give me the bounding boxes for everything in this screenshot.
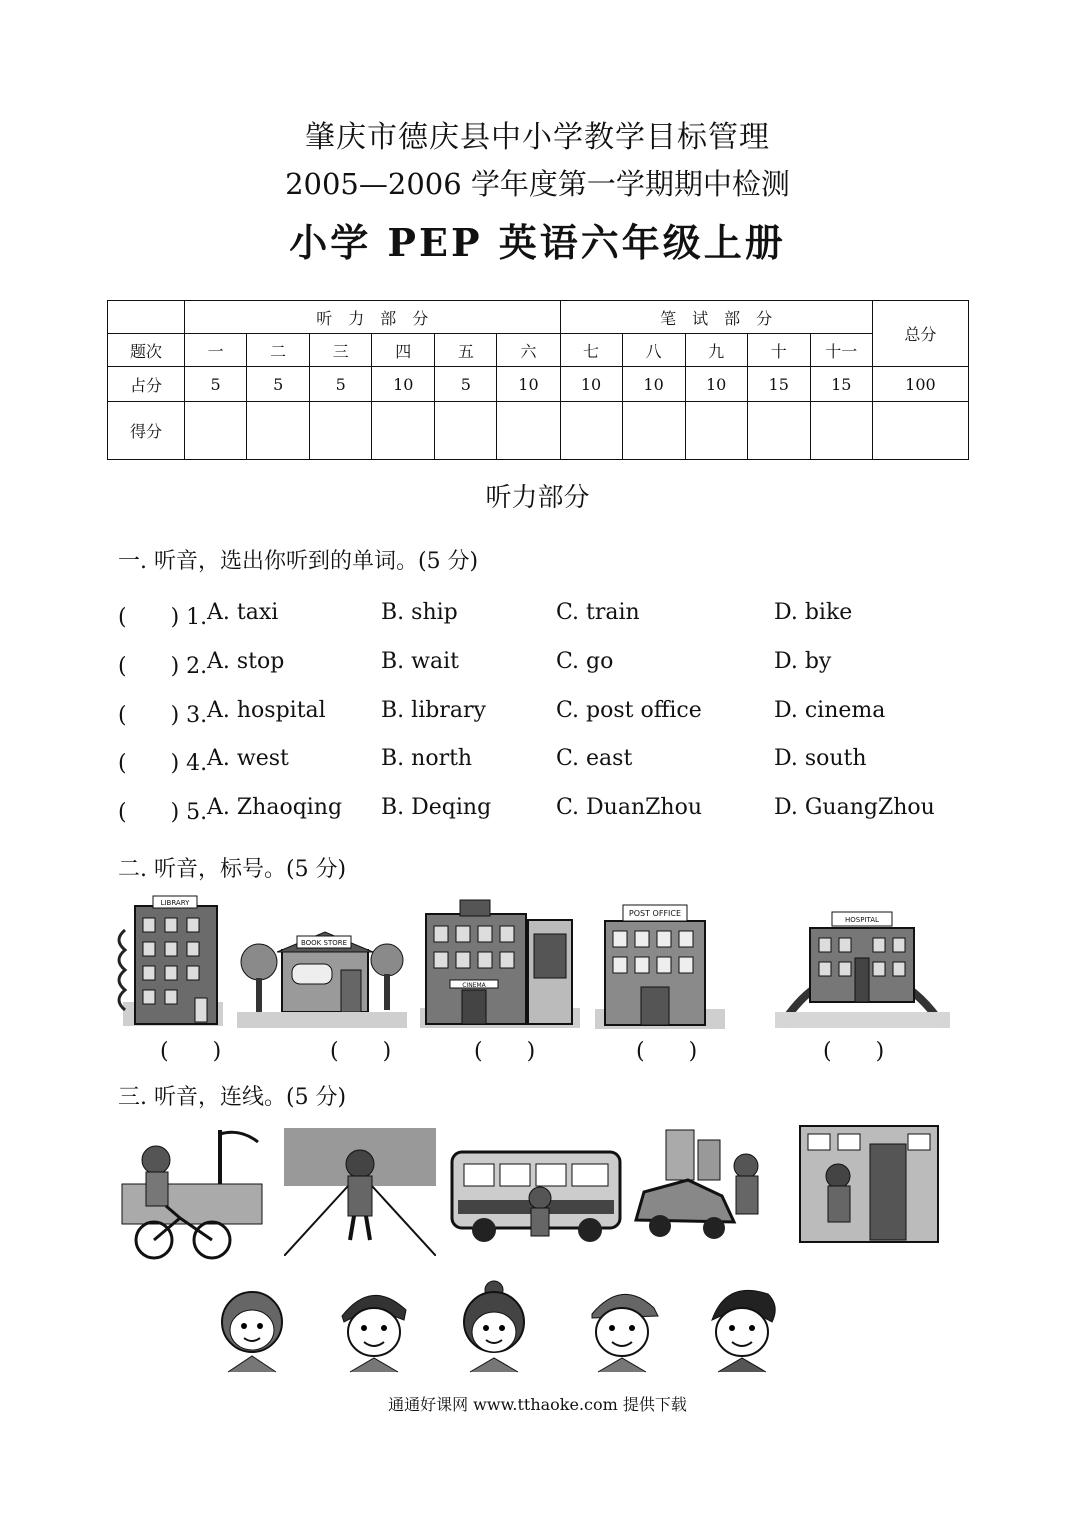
car-scene-icon [630,1126,778,1252]
question-number: 七 [560,334,622,367]
cinema-sign: CINEMA [462,982,486,989]
walk-scene-icon [284,1128,436,1256]
score-blank[interactable] [435,401,497,459]
points-cell: 5 [185,367,247,401]
option-c: C. train [556,600,640,625]
item-number[interactable]: ( ) 5. [118,800,208,825]
score-blank[interactable] [685,401,747,459]
writing-header: 笔 试 部 分 [560,301,872,334]
score-blank[interactable] [497,401,560,459]
option-c: C. DuanZhou [556,795,702,820]
q1-title: 一. 听音，选出你听到的单词。(5 分) [118,549,479,574]
boy-cap-face-icon [578,1278,666,1374]
bike-scene-icon [108,1124,268,1262]
label-blank[interactable]: ( ) [474,1039,536,1064]
train-scene-icon [798,1124,940,1244]
library-building-icon [115,890,230,1030]
row-label-question: 题次 [108,334,185,367]
building-pictures [115,890,955,1032]
transport-pictures [108,1124,940,1264]
option-b: B. ship [381,600,458,625]
girl-face-icon [208,1276,296,1374]
points-cell: 15 [747,367,810,401]
option-b: B. Deqing [381,795,492,820]
question-number: 八 [622,334,685,367]
section-title: 听力部分 [485,483,590,513]
question-number: 四 [372,334,435,367]
title-line-1: 肇庆市德庆县中小学教学目标管理 [305,120,770,155]
boy-face-icon [328,1276,418,1374]
question-number: 十一 [810,334,872,367]
points-cell: 10 [560,367,622,401]
score-blank[interactable] [247,401,310,459]
points-cell: 10 [685,367,747,401]
label-blank[interactable]: ( ) [636,1039,698,1064]
library-sign: LIBRARY [160,899,190,907]
points-cell: 10 [497,367,560,401]
option-a: A. Zhaoqing [207,795,343,820]
bookstore-sign: BOOK STORE [300,939,348,947]
title-line-3: 小学 PEP 英语六年级上册 [289,220,786,265]
score-blank[interactable] [622,401,685,459]
score-blank[interactable] [560,401,622,459]
score-blank[interactable] [372,401,435,459]
row-label-score: 得分 [108,401,185,459]
option-d: D. cinema [774,698,886,723]
question-number: 五 [435,334,497,367]
row-label-points: 占分 [108,367,185,401]
points-cell: 10 [372,367,435,401]
option-d: D. south [774,746,867,771]
girl-face-icon [448,1276,538,1374]
title-line-2: 2005—2006 学年度第一学期期中检测 [285,167,790,201]
option-a: A. stop [207,649,285,674]
label-blank[interactable]: ( ) [160,1039,222,1064]
option-c: C. east [556,746,633,771]
option-b: B. wait [381,649,459,674]
option-a: A. hospital [207,698,326,723]
score-blank[interactable] [747,401,810,459]
option-d: D. by [774,649,832,674]
question-number: 九 [685,334,747,367]
score-blank[interactable] [810,401,872,459]
option-b: B. north [381,746,473,771]
option-a: A. taxi [207,600,279,625]
option-c: C. post office [556,698,702,723]
label-blank[interactable]: ( ) [330,1039,392,1064]
score-blank[interactable] [310,401,372,459]
option-b: B. library [381,698,486,723]
hospital-building-icon [775,902,950,1030]
bus-scene-icon [448,1142,626,1252]
item-number[interactable]: ( ) 4. [118,751,208,776]
cinema-building-icon [420,890,580,1030]
total-header: 总分 [872,301,968,367]
table-corner [108,301,185,334]
points-cell: 15 [810,367,872,401]
option-c: C. go [556,649,614,674]
question-number: 一 [185,334,247,367]
post-office-sign: POST OFFICE [628,909,682,918]
listening-header: 听 力 部 分 [185,301,560,334]
question-number: 三 [310,334,372,367]
total-points-cell: 100 [872,367,968,401]
post-office-building-icon [595,895,725,1030]
score-table [107,300,969,460]
points-cell: 5 [435,367,497,401]
points-cell: 10 [622,367,685,401]
q3-title: 三. 听音，连线。(5 分) [118,1085,347,1110]
hospital-sign: HOSPITAL [845,916,879,924]
question-number: 十 [747,334,810,367]
label-blank[interactable]: ( ) [823,1039,885,1064]
points-cell: 5 [247,367,310,401]
faces-row [208,1276,788,1376]
item-number[interactable]: ( ) 2. [118,654,208,679]
option-d: D. bike [774,600,853,625]
score-blank[interactable] [185,401,247,459]
bookstore-building-icon [237,920,407,1030]
question-number: 二 [247,334,310,367]
item-number[interactable]: ( ) 1. [118,605,208,630]
score-blank[interactable] [872,401,968,459]
q2-title: 二. 听音，标号。(5 分) [118,857,347,882]
option-d: D. GuangZhou [774,795,935,820]
option-a: A. west [207,746,289,771]
points-cell: 5 [310,367,372,401]
item-number[interactable]: ( ) 3. [118,703,208,728]
footer-text: 通通好课网 www.tthaoke.com 提供下载 [388,1395,687,1414]
boy-face-icon [696,1276,786,1374]
question-number: 六 [497,334,560,367]
